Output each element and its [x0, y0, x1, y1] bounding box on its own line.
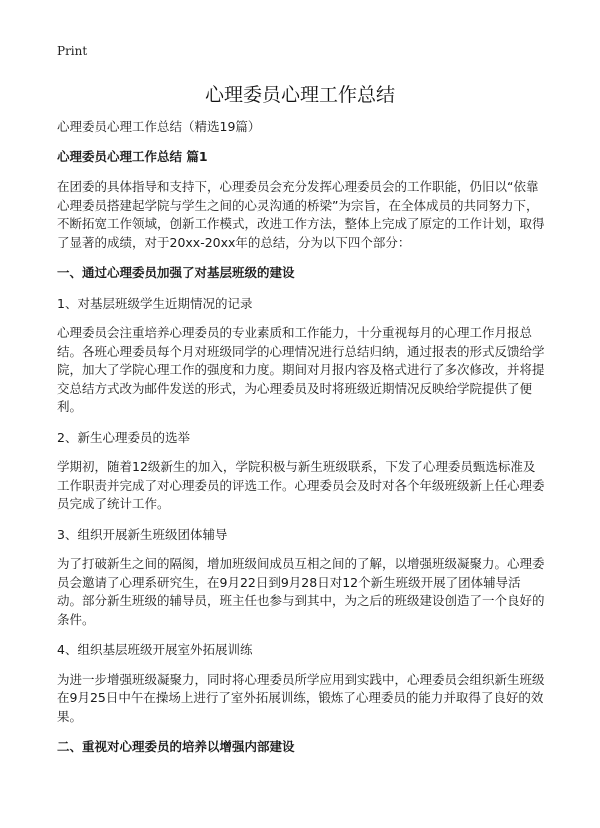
item-two-text: 学期初，随着12级新生的加入，学院积极与新生班级联系，下发了心理委员甄选标准及工作职责并完成了对心理委员的评选工作。心理委员会及时对各个年级班级新上任心理委员完成了统计工作。: [57, 459, 545, 511]
document-subtitle: 心理委员心理工作总结（精选19篇）: [57, 119, 261, 134]
document-title: 心理委员心理工作总结: [204, 84, 395, 106]
item-four-text: 为进一步增强班级凝聚力，同时将心理委员所学应用到实践中，心理委员会组织新生班级在9月25日中午在操场上进行了室外拓展训练，锻炼了心理委员的能力并取得了良好的效果。: [57, 671, 545, 724]
item-one-title: 1、对基层班级学生近期情况的记录: [57, 295, 253, 311]
item-one-text: 心理委员会注重培养心理委员的专业素质和工作能力，十分重视每月的心理工作月报总结。各班心理委员每个月对班级同学的心理情况进行总结归纳，通过报表的形式反馈给学院，加大了学院心理工作的强度和力度。期间对月报内容及格式进行了多次修改，并将提交总结方式改为邮件发送的形式，为心理委员及时将班级近期情况反映给学院提供了便利。: [57, 325, 545, 414]
item-three-title: 3、组织开展新生班级团体辅导: [57, 526, 228, 542]
document-body: [57, 118, 545, 769]
intro-paragraph: 在团委的具体指导和支持下，心理委员会充分发挥心理委员会的工作职能，仍旧以“依靠心理委员搭建起学院与学生之间的心灵沟通的桥梁”为宗旨，在全体成员的共同努力下，不断拓宽工作领域，创新工作模式，改进工作方法，整体上完成了原定的工作计划，取得了显著的成绩，对于20xx-20xx年的总结，分为以下四个部分：: [57, 179, 545, 250]
section-title: 心理委员心理工作总结 篇1: [57, 148, 208, 164]
item-two-title: 2、新生心理委员的选举: [57, 429, 190, 445]
part-two-heading: 二、重视对心理委员的培养以增强内部建设: [57, 739, 295, 754]
item-four-title: 4、组织基层班级开展室外拓展训练: [57, 642, 253, 657]
part-one-heading: 一、通过心理委员加强了对基层班级的建设: [57, 265, 295, 280]
item-three-text: 为了打破新生之间的隔阂，增加班级间成员互相之间的了解，以增强班级凝聚力。心理委员会邀请了心理系研究生，在9月22日到9月28日对12个新生班级开展了团体辅导活动。部分新生班级的辅导员，班主任也参与到其中，为之后的班级建设创造了一个良好的条件。: [57, 556, 545, 627]
print-link[interactable]: Print: [57, 44, 88, 58]
